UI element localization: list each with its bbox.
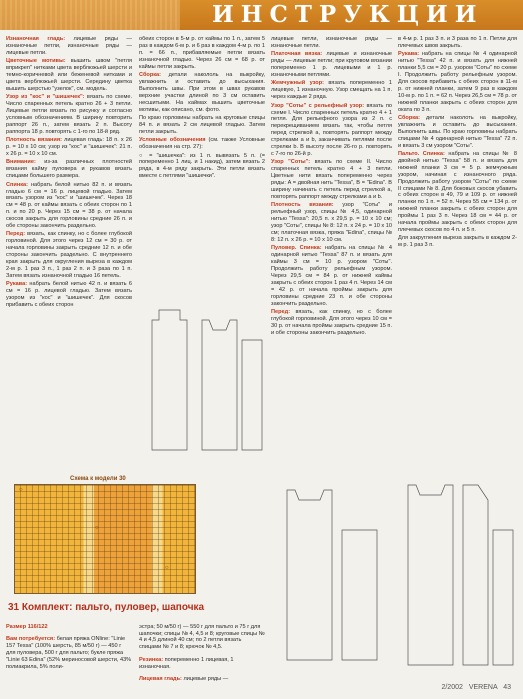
paragraph [139,137,265,151]
knitting-chart [14,484,196,594]
paragraph [6,281,132,309]
paragraph-text: набрать белой нитью 82 п. и вязать гладью 6 см = 16 р. лицевой гладью. Затем вязать узором из "кос" и "шишечек". Через 18 см = 48 р. от каймы вязать с обеих сторон по 1 п. и по 20 р. Через 15 см = 38 р. от начала скосов закрыть для горловины средние 26 п. и обе стороны закончить раздельно. [6,181,132,230]
paragraph-text: По краю горловины набрать на круговые спицы 84 п. и вязать 2 см лицевой гладью. Затем петли закрыть. [139,114,265,135]
paragraph-heading: Лицевая гладь: [139,676,184,683]
paragraph [398,36,517,50]
paragraph-heading: Сборка: [398,114,427,121]
paragraph-heading: Цветочные мотивы: [6,58,71,65]
paragraph-heading: Перед: [271,308,296,315]
paragraph-text: попеременно 1 лицевая, 1 изнаночная. [139,656,234,670]
paragraph [139,115,265,136]
paragraph-text: вязать по схеме. Число спаренных петель кратно 26 + 3 петли. Лицевые петли вязать по рисунку и согласно условным обозначениям. В ширину повторить раппорт 26 п., затем вязать 2 п. Высоту раппорта 18 р. повторять с 1-го по 18-й ряд. [6,94,132,135]
paragraph-text: Для закругления выреза закрыть в каждом 2-м р. 1 раз 3 п. [398,235,517,249]
paragraph [398,235,517,249]
text-column-3 [271,36,392,500]
paragraph [6,36,132,57]
page-number: 43 [503,684,511,691]
paragraph [6,231,132,279]
paragraph-heading: Плотность вязания: [271,202,343,209]
chart-title: Схема к модели 30 [70,476,126,482]
paragraph [6,94,132,135]
paragraph-text: набрать белой нитью 42 п. и вязать 6 см = 16 р. лицевой гладью. Затем вязать узором из "кос" и "шишечек". Для скосов прибавить с обеих сторон [6,281,132,309]
page-header [0,0,523,30]
paragraph-text: эстра; 50 м/50 г) — 550 г для пальто и 75 г для шапочки; спицы № 4, 4,5 и 8; круговые спицы № 4 и 4,5 длиной 40 см; по 2 петли вязать спицами № 7 и 8; крючок № 4,5. [139,623,265,651]
paragraph-heading: Размер 116/122 [6,623,48,630]
paragraph-heading: Узор "Соты": [271,159,315,166]
text-column-2 [139,36,265,261]
paragraph-text: набрать на спицы № 4 одинарной нитью "Tessa" 42 п. и вязать для нижней планки 5,5 см = 20 р. узором "Соты" по схеме I. Продолжить работу рельефным узором. Для скосов прибавить с обеих сторон в 11-м р. от нижней планки, затем 9 раз в каждом 10-м р. по 1 п. = 62 п. Через 26,5 см = 78 р. от нижней планки закрыть с обеих сторон для оката по 3 п. [398,51,517,113]
paragraph [139,36,265,71]
text-column-bottom-2 [139,618,265,690]
paragraph-text: набрать на спицы № 4 одинарной нитью "Tessa" 87 п. и вязать для каймы 3 см = 10 р. узором "Соты". Продолжить работу рельефным узором. Через 29,5 см = 84 р. от нижней каймы закрыть с обеих сторон 1 раз 4 п. Через 14 см = 42 р. от начала проймы закрыть для горловины средние 23 п. и обе стороны закончить раздельно. [271,245,392,307]
paragraph [6,624,132,631]
paragraph [271,103,392,158]
paragraph-heading: Узор из "кос" и "шишечек": [6,94,87,101]
paragraph-text: лицевые ряды — [183,676,229,683]
paragraph [139,153,265,181]
paragraph-heading: Жемчужный узор: [271,80,329,87]
paragraph [139,624,265,652]
model-title: 31 Комплект: пальто, пуловер, шапочка [8,602,205,613]
paragraph-text: вязать попеременно 1 лицевую, 1 изнаночную. Узор смещать на 1 п. через каждые 2 ряда. [271,80,392,101]
pattern-diagram-model-31-coat [398,470,518,675]
paragraph-heading: Плотность вязания: [6,137,65,144]
paragraph [271,245,392,307]
paragraph-text: из-за различных плотностей вязания кайму пуловера и рукавов вязать спицами большего размера. [6,159,132,180]
paragraph-heading: Рукава: [6,281,30,288]
paragraph-text: лицевая гладь: 18 п. x 26 р. = 10 x 10 см; узор из "кос" и "шишечек": 21 п. x 26 р. = 10 x 10 см. [6,137,132,157]
paragraph-heading: Пуловер. Спинка: [271,245,325,252]
paragraph-text: белая пряжа ONline: "Linie 157 Tessa" (100% шерсть, 85 м/50 г) — 450 г для пуловера, 500 г для пальто; букле пряжа "Linie 63 Edina" (52% мериносовой шерсти, 43% полиакрила, 5% поли- [6,636,132,670]
paragraph [6,636,132,671]
paragraph [398,151,517,234]
paragraph [271,80,392,101]
paragraph-text: в 4-м р. 1 раз 3 п. и 3 раза по 1 п. Петли для плечевых швов закрыть. [398,36,517,49]
paragraph-text: лицевые ряды — изнаночные петли, изнаночные ряды — лицевые петли. [6,36,132,56]
paragraph-text: детали наколоть на выкройку, увлажнить и оставить до высыхания. Выполнить швы. По краю горловины набрать спицами № 4 одинарной нитью "Tessa" 72 п. и вязать 3 см узором "Соты". [398,114,517,149]
paragraph [271,36,392,50]
paragraph-text: вышить швом "петля вприкреп" нитками цвета верблюжьей шерсти и темно-коричневой или беженевой нитками и цвета верблюжьей шерсти. Середину цветка вышить шерстью "узелок", см. модель. [6,58,132,92]
paragraph-heading: Внимание: [6,159,45,166]
paragraph [139,657,265,671]
header-pattern [0,0,180,30]
paragraph [271,202,392,243]
paragraph-text: вязать по схеме I. Число спаренных петель кратно 4 + 1 петля. Для рельефного узора из 2 п. с перекрещиванием вязать так, чтобы петля перед стрелкой a, повторять раппорт между стрелками a и b, заканчивать петлями после стрелки b. В высоту после 26-го р. повторять с 7-го по 26-й р. [271,102,392,157]
paragraph-text: вязать, как спинку, но с более глубокой горловиной. Для этого через 10 см = 30 р. от начала проймы закрыть средние 15 п. и обе стороны закончить раздельно. [271,308,392,336]
paragraph-heading: Спинка: [6,181,31,188]
paragraph [139,72,265,113]
text-column-bottom-1 [6,618,132,690]
paragraph-text: лицевые петли, изнаночные ряды — изнаночные петли. [271,36,392,49]
paragraph-text: вязать по схеме II. Число спаренных петель кратно 4 + 3 петли. Цветные нити вязать попеременно через ряды: A = двойная нить "Tessa", B = "Edina". В ширину начинать с петель перед стрелкой a, повторять раппорт между стрелками a и b. [271,159,392,200]
text-column-1 [6,36,132,463]
paragraph-heading: Перед: [6,231,28,238]
paragraph [6,58,132,93]
paragraph-text: ○ = "шишечка": из 1 п. вывязать 5 п. (= попеременно 1 лиц. и 1 накид), затем вязать 2 ряда, в 4-м ряду закрыть. Эти петли вязать вместе с петлями "шишечки". [139,152,265,180]
paragraph-text: узор "Соты" и рельефный узор, спицы № 4,5, одинарной нитью "Tessa": 20,5 п. x 29,5 р. = 10 x 10 см; узор "Соты", спицы № 8: 12 п. x 24 р. = 10 x 10 см; платочная вязка, пряжа "Edina", спицы № 8: 12 п. x 26 р. = 10 x 10 см. [271,202,392,243]
paragraph-text: обеих сторон в 5-м р. от каймы по 1 п., затем 5 раз в каждом 6-м р. и 6 раз в каждом 4-м р. по 1 п. = 66 п., прибавляемые петли вязать изнаночной гладью. Через 26 см = 68 р. от каймы петли закрыть. [139,36,265,70]
paragraph [271,309,392,337]
paragraph [398,51,517,113]
paragraph-heading: Сборка: [139,72,169,79]
section-title: ИНСТРУКЦИИ [212,1,484,28]
paragraph-heading: Условные обозначения [139,137,209,144]
paragraph-heading: Рукава: [398,51,422,58]
paragraph [398,115,517,150]
issue-number: 2/2002 [441,684,463,691]
chart-marker: ○ [19,487,23,493]
magazine-name: VERENA [468,684,498,691]
paragraph-heading: Резинка: [139,656,165,663]
chart-marker: ○ [165,565,169,571]
paragraph-text: лицевые и изнаночные ряды — лицевые петли; при круговом вязании попеременно 1 р. лицевыми и 1 р. изнаночными петлями. [271,51,392,79]
paragraph [6,182,132,230]
paragraph-text: набрать на спицы № 8 двойной нитью "Tessa" 58 п. и вязать для нижней планки 3 см = 5 р. жемчужным узором, начиная с изнаночного ряда. Продолжить работу узором "Соты" по схеме II спицами № 8. Для боковых скосов убавить с обеих сторон в 49, 79 и 109 р. от нижней планки по 1 п. = 52 п. Через 55 см = 134 р. от нижней планки закрыть с обеих сторон для проймы 1 раз 3 п. Через 18 см = 44 р. от начала проймы закрыть с обеих сторон для плечевых скосов по 4 п. и 5 п. [398,151,517,233]
text-column-4 [398,36,517,396]
paragraph [6,159,132,180]
paragraph [139,676,265,683]
paragraph-text: (см. также Условные обозначения на стр. 27): [139,137,265,151]
paragraph-heading: Платочная вязка: [271,51,327,58]
pattern-diagram-model-30 [142,300,266,470]
paragraph-text: вязать, как спинку, но с более глубокой горловиной. Для этого через 12 см = 30 р. от начала горловины закрыть средние 12 п. и обе стороны закончить раздельно. С внутреннего края закрыть для округления выреза в каждом 2-м р. 1 раз 3 п., 1 раз 2 п. и 3 раза по 1 п. Затем вязать изнаночной гладью 16 петель. [6,231,132,279]
paragraph-heading: Узор "Соты" с рельефный узор: [271,102,367,109]
pattern-diagram-model-31-pullover [272,470,392,675]
paragraph [6,137,132,158]
paragraph-heading: Изнаночная гладь: [6,36,74,42]
chart-marker: ○ [95,525,99,531]
paragraph [271,51,392,79]
paragraph-text: детали накололь на выкройку, увлажнить и оставить до высыхания. Выполнить швы. При этом в швах рукавов верхние участки длиной по 3 см оставить несшитыми. На каймах вышить цветочные мотивы, как описано, см. фото. [139,72,265,113]
page-footer [437,684,511,691]
paragraph-heading: Пальто. Спинка: [398,151,449,157]
paragraph [271,159,392,200]
paragraph-heading: Вам потребуется: [6,636,57,643]
